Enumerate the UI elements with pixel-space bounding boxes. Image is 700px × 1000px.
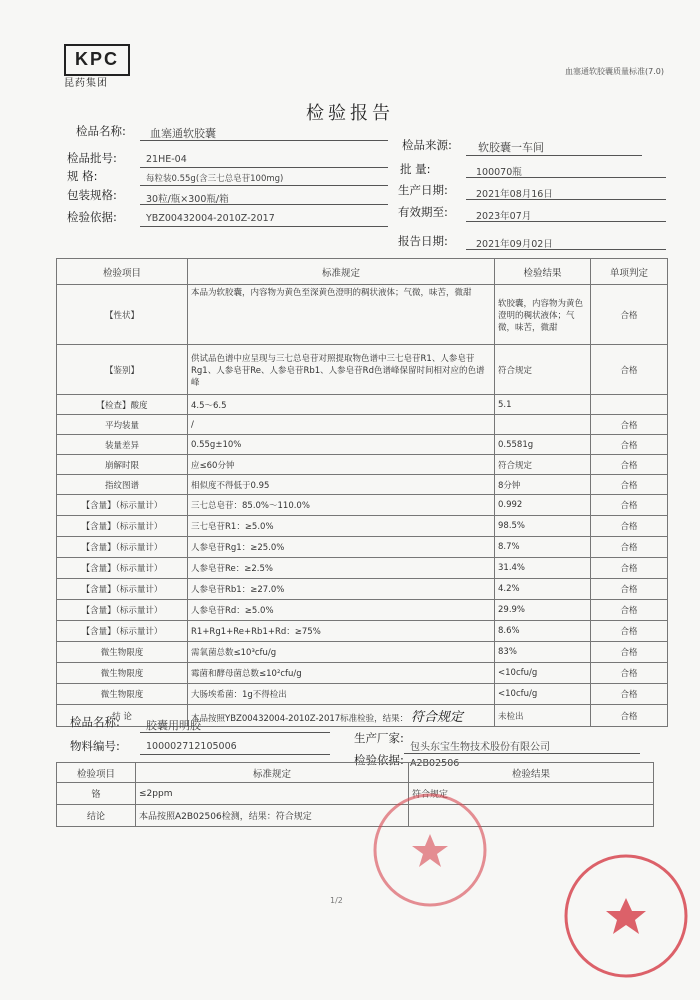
section2-code-value: 100002712105006 [146, 741, 237, 752]
row-standard: 需氧菌总数≤10³cfu/g [188, 642, 495, 663]
product-name-label: 检品名称: [76, 124, 126, 138]
package-value: 30粒/瓶×300瓶/箱 [146, 194, 229, 205]
row-verdict: 合格 [591, 285, 668, 345]
row-verdict: 合格 [591, 495, 668, 516]
table-row [57, 475, 668, 495]
conclusion-cell [188, 705, 495, 727]
row-item: 指纹图谱 [57, 475, 188, 495]
underline [140, 754, 330, 755]
section2-basis-value: A2B02506 [410, 758, 460, 769]
section2-basis-label: 检验依据: [354, 753, 404, 767]
row-standard: R1+Rg1+Re+Rb1+Rd：≥75% [188, 621, 495, 642]
row-standard: 人参皂苷Rd：≥5.0% [188, 600, 495, 621]
row-item: 【鉴别】 [57, 345, 188, 395]
table-row [57, 495, 668, 516]
underline [140, 732, 330, 733]
table-header: 检验项目 [57, 259, 188, 285]
section2-maker-value: 包头东宝生物技术股份有限公司 [410, 742, 550, 753]
handwritten-signature: 符合规定 [410, 710, 463, 725]
row-verdict: 合格 [591, 415, 668, 435]
row-result: 8.6% [495, 621, 591, 642]
underline [466, 249, 666, 250]
product-name-value: 血塞通软胶囊 [150, 127, 216, 140]
expiry-label: 有效期至: [398, 205, 448, 219]
row-standard: 相似度不得低于0.95 [188, 475, 495, 495]
test-results-table [56, 258, 668, 727]
spec-label: 规 格: [67, 169, 98, 183]
table-row [57, 415, 668, 435]
row-item: 结论 [57, 805, 136, 827]
left-red-seal [370, 790, 490, 910]
row-standard: 本品为软胶囊，内容物为黄色至深黄色澄明的稠状液体；气微，味苦，微甜 [188, 285, 495, 345]
row-standard: 供试品色谱中应呈现与三七总皂苷对照提取物色谱中三七皂苷R1、人参皂苷Rg1、人参皂苷Re、人参皂苷Rb1、人参皂苷Rd色谱峰保留时间相对应的色谱峰 [188, 345, 495, 395]
row-verdict: 合格 [591, 600, 668, 621]
underline [140, 140, 388, 141]
row-item: 【含量】（标示量计） [57, 600, 188, 621]
table-row [57, 783, 654, 805]
row-verdict: 合格 [591, 579, 668, 600]
row-verdict: 合格 [591, 642, 668, 663]
row-standard: 三七皂苷R1：≥5.0% [188, 516, 495, 537]
batch-value: 21HE-04 [146, 154, 187, 165]
section2-name-value: 胶囊用明胶 [146, 719, 201, 732]
section2-maker-label: 生产厂家: [354, 731, 404, 745]
row-standard: 4.5～6.5 [188, 395, 495, 415]
table-row [57, 345, 668, 395]
section2-code-label: 物料编号: [70, 739, 120, 753]
right-red-seal [560, 850, 692, 982]
source-value: 软胶囊一车间 [478, 141, 544, 154]
row-item: 【性状】 [57, 285, 188, 345]
row-result: 4.2% [495, 579, 591, 600]
underline [466, 177, 666, 178]
row-result: <10cfu/g [495, 663, 591, 684]
row-item: 【含量】（标示量计） [57, 558, 188, 579]
row-result: 符合规定 [495, 345, 591, 395]
row-verdict: 合格 [591, 621, 668, 642]
row-standard: 三七总皂苷：85.0%～110.0% [188, 495, 495, 516]
row-item: 【含量】（标示量计） [57, 537, 188, 558]
row-result: 31.4% [495, 558, 591, 579]
table-row [57, 642, 668, 663]
table-row [57, 684, 668, 705]
row-standard: ≤2ppm [136, 783, 409, 805]
row-verdict: 合格 [591, 516, 668, 537]
table-row [57, 805, 654, 827]
row-standard: 人参皂苷Re：≥2.5% [188, 558, 495, 579]
row-item: 微生物限度 [57, 663, 188, 684]
company-logo-subtitle: 昆药集团 [64, 78, 108, 89]
row-result: 5.1 [495, 395, 591, 415]
row-item: 平均装量 [57, 415, 188, 435]
row-result: 8.7% [495, 537, 591, 558]
page-number: 1/2 [330, 896, 343, 905]
row-item: 铬 [57, 783, 136, 805]
row-verdict: 合格 [591, 558, 668, 579]
row-result: 83% [495, 642, 591, 663]
table-header: 单项判定 [591, 259, 668, 285]
underline [404, 753, 640, 754]
table-row [57, 395, 668, 415]
row-standard: 大肠埃希菌：1g不得检出 [188, 684, 495, 705]
row-standard: 人参皂苷Rb1：≥27.0% [188, 579, 495, 600]
section2-name-label: 检品名称: [70, 715, 120, 729]
underline [466, 155, 642, 156]
underline [140, 167, 388, 168]
table-header: 标准规定 [188, 259, 495, 285]
row-result: <10cfu/g [495, 684, 591, 705]
underline [466, 221, 666, 222]
row-item: 【检查】酸度 [57, 395, 188, 415]
table-row [57, 516, 668, 537]
row-verdict: 合格 [591, 475, 668, 495]
row-verdict [591, 395, 668, 415]
row-verdict: 合格 [591, 345, 668, 395]
batch-label: 检品批号: [67, 151, 117, 165]
company-logo: KPC [64, 44, 130, 76]
basis-label: 检验依据: [67, 210, 117, 224]
quantity-value: 100070瓶 [476, 167, 522, 178]
row-result [495, 415, 591, 435]
row-standard: 应≤60分钟 [188, 455, 495, 475]
table-row [57, 663, 668, 684]
row-standard: 0.55g±10% [188, 435, 495, 455]
row-verdict: 合格 [591, 435, 668, 455]
row-result: 符合规定 [495, 455, 591, 475]
row-result: 0.5581g [495, 435, 591, 455]
row-item: 结 论 [57, 705, 188, 727]
table-row [57, 435, 668, 455]
table-row [57, 621, 668, 642]
row-result: 未检出 [495, 705, 591, 727]
table-row [57, 558, 668, 579]
row-verdict: 合格 [591, 684, 668, 705]
quantity-label: 批 量: [400, 162, 431, 176]
table-row [57, 455, 668, 475]
row-item: 装量差异 [57, 435, 188, 455]
expiry-value: 2023年07月 [476, 211, 532, 222]
underline [140, 226, 388, 227]
row-verdict: 合格 [591, 537, 668, 558]
underline [140, 204, 388, 205]
row-item: 崩解时限 [57, 455, 188, 475]
package-label: 包装规格: [67, 188, 117, 202]
report-date-label: 报告日期: [398, 234, 448, 248]
row-item: 【含量】（标示量计） [57, 579, 188, 600]
row-standard: 本品按照A2B02506检测，结果：符合规定 [136, 805, 409, 827]
conclusion-text: 本品按照YBZ00432004-2010Z-2017标准检验，结果： [191, 714, 409, 724]
row-result: 98.5% [495, 516, 591, 537]
table-header: 检验结果 [409, 763, 654, 783]
production-date-label: 生产日期: [398, 183, 448, 197]
row-standard: 霉菌和酵母菌总数≤10²cfu/g [188, 663, 495, 684]
table-header: 检验结果 [495, 259, 591, 285]
row-result: 29.9% [495, 600, 591, 621]
row-item: 【含量】（标示量计） [57, 621, 188, 642]
table-row [57, 579, 668, 600]
row-verdict: 合格 [591, 663, 668, 684]
row-result: 软胶囊，内容物为黄色澄明的稠状液体；气微，味苦，微甜 [495, 285, 591, 345]
row-item: 【含量】（标示量计） [57, 495, 188, 516]
row-item: 【含量】（标示量计） [57, 516, 188, 537]
table-row [57, 600, 668, 621]
production-date-value: 2021年08月16日 [476, 189, 553, 200]
row-result: 符合规定 [409, 783, 654, 805]
row-verdict: 合格 [591, 455, 668, 475]
row-verdict: 合格 [591, 705, 668, 727]
row-standard: 人参皂苷Rg1：≥25.0% [188, 537, 495, 558]
row-standard: / [188, 415, 495, 435]
underline [466, 199, 666, 200]
row-result: 8分钟 [495, 475, 591, 495]
underline [140, 185, 388, 186]
row-result: 0.992 [495, 495, 591, 516]
table-header: 标准规定 [136, 763, 409, 783]
table-row [57, 285, 668, 345]
report-date-value: 2021年09月02日 [476, 239, 553, 250]
table-row [57, 537, 668, 558]
spec-value: 每粒装0.55g(含三七总皂苷100mg) [146, 174, 284, 184]
table-header: 检验项目 [57, 763, 136, 783]
row-item: 微生物限度 [57, 684, 188, 705]
gelatin-table [56, 762, 654, 827]
row-item: 微生物限度 [57, 642, 188, 663]
document-code: 血塞通软胶囊质量标准(7.0) [565, 67, 664, 76]
report-title: 检验报告 [306, 103, 394, 124]
basis-value: YBZ00432004-2010Z-2017 [146, 213, 275, 224]
source-label: 检品来源: [402, 138, 452, 152]
